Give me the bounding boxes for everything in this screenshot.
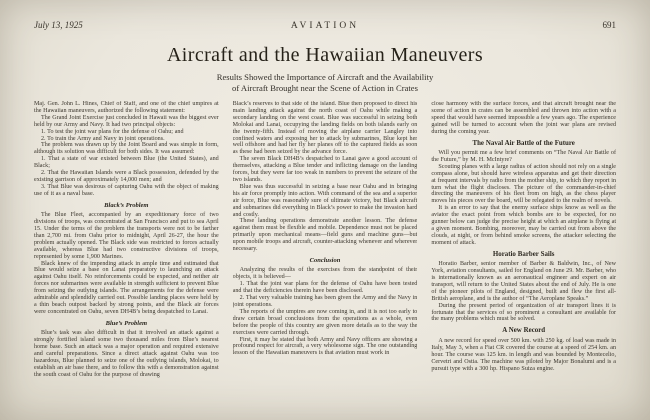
- body-paragraph: 3. That Blue was desirous of capturing Oahu with the object of making use of it as a naval base.: [34, 183, 219, 197]
- text-columns: [34, 101, 616, 411]
- text-column-3: [431, 101, 616, 411]
- body-paragraph: 2. That very valuable training has been given the Army and the Navy in joint operations.: [232, 295, 418, 308]
- body-paragraph: The Grand Joint Exercise just concluded in Hawaii was the biggest ever held by our Army and Navy. It had two principal objects:: [34, 114, 219, 128]
- article-subtitle-line2: of Aircraft Brought near the Scene of Action in Crates: [232, 82, 418, 93]
- body-paragraph: Analyzing the results of the exercises from the standpoint of their objects, it is believed—: [232, 267, 418, 281]
- body-paragraph: 1. That the joint war plans for the defense of Oahu have been tested and that the deficiencies therein have been disclosed.: [232, 281, 418, 295]
- body-paragraph: The Blue Fleet, accompanied by an expeditionary force of two divisions of troops, was concentrated at San Francisco and put to sea April 15. Under the terms of the problem the transports were not to be farther than 2,700 mi. from Oahu prior to midnight, April 26-27, the hour the problem actually opened. The Black side was restricted to forces actually available, whereas Blue had two constructive divisions of troops, represented by some 1,900 Marines.: [34, 212, 219, 260]
- body-paragraph: Maj. Gen. John L. Hines, Chief of Staff, and one of the chief umpires at the Hawaiian maneuvers, authorized the following statement:: [34, 101, 219, 114]
- body-paragraph: Blue’s task was also difficult in that it involved an attack against a strongly fortified island some two thousand miles from Blue’s nearest home base. Such an attack was a major operation and required extensive and careful preparations. Since a direct attack against Oahu was too hazardous, Blue planned to seize one of the outlying islands, Molokai, to establish an air base there, and to follow this with a demonstration against the south coast of Oahu for the purpose of drawing: [34, 330, 219, 378]
- body-paragraph: close harmony with the surface forces, and that aircraft brought near the scene of action in crates can be assembled and thrown into action with a speed that would have seemed impossible a few years ago. The experience gained will be turned to account when the joint war plans are revised during the coming year.: [431, 101, 616, 135]
- body-paragraph: Blue was thus successful in seizing a base near Oahu and in bringing his air force promptly into action. With command of the sea and a superior air force, Blue was reasonably sure of ultimate victory, but Black aircraft and submarines did everything in Black’s power to make the invasion hard and costly.: [232, 183, 418, 218]
- body-paragraph: It is an error to say that the enemy surface ships know as well as the aviator the exact point from which bombs are to be expected, for no gunner below can judge the precise height at which an airplane is flying at a given moment. Bombing, moreover, may be carried out from above the clouds, at night, or from behind smoke screens, the attacker selecting the moment of attack.: [431, 205, 616, 246]
- body-paragraph: 1. To test the joint war plans for the defense of Oahu; and: [41, 128, 184, 135]
- journal-title: AVIATION: [290, 21, 360, 31]
- section-heading: Horatio Barber Sails: [492, 250, 555, 258]
- body-paragraph: The seven Black DH4B’s despatched to Lanai gave a good account of themselves, attacking a Blue tender and inflicting damage on the landing forces, but they were far too weak in numbers to prevent the seizure of the two islands.: [232, 156, 418, 183]
- running-head: [34, 20, 616, 31]
- body-paragraph: The problem was drawn up by the Joint Board and was simple in form, although its solution was difficult for both sides. It was assumed:: [34, 142, 219, 156]
- body-paragraph: First, it may be stated that both Army and Navy officers are showing a profound respect for aircraft, a very wholesome sign. The one outstanding lesson of the Hawaiian maneuvers is that aviation must work in: [232, 336, 418, 357]
- body-paragraph: The reports of the umpires are now coming in, and it is not too early to draw certain broad conclusions from the operations as a whole, even before the people of this country are given more details as to the way the exercises were carried through.: [232, 308, 418, 336]
- body-paragraph: During the present period of organization of air transport lines it is fortunate that the services of so prominent a consultant are available for the many problems which must be solved.: [431, 302, 616, 323]
- body-paragraph: Black’s reserves to that side of the island. Blue then proposed to direct his main landing attack against the north coast of Oahu while making a secondary landing on the west coast. Blue was successful in seizing both Molokai and Lanai, occupying the landing fields on both islands early on the twenty-fifth. Instead of moving the airplane carrier Langley into confined waters and exposing her to attack by submarines, Blue kept her well offshore and had her fly her planes off to the captured fields as soon as these had been seized by the advance force.: [232, 101, 418, 156]
- issue-date: July 13, 1925: [34, 20, 83, 30]
- body-paragraph: 2. To train the Army and Navy in joint operations.: [41, 135, 165, 142]
- text-column-2: [233, 101, 418, 411]
- body-paragraph: Black knew of the impending attack in ample time and estimated that Blue would seize a base on Lanai preparatory to launching an attack against Oahu itself. No reinforcements could be expected, and neither air forces nor submarines were available in strength sufficient to prevent Blue from seizing the outlying islands. The arrangements for the defense were admirable and splendidly carried out. Possible landing places were held by a thin beach outpost backed by strong points, and the Black air forces were concentrated on Oahu, seven DH4B’s being despatched to Lanai.: [34, 260, 219, 315]
- body-paragraph: 1. That a state of war existed between Blue (the United States), and Black;: [34, 156, 219, 170]
- article-title: Aircraft and the Hawaiian Maneuvers: [166, 44, 484, 66]
- page-number: 691: [602, 20, 616, 30]
- article-subtitle-line1: Results Showed the Importance of Aircraft and the Availability: [216, 72, 434, 82]
- section-heading: The Naval Air Battle of the Future: [472, 139, 575, 147]
- body-paragraph: A new record for speed over 500 km. with 250 kg. of load was made in Italy, May 3, when a Fiat CR covered the course at a speed of 254 km. an hour. The course was 125 km. in length and was bounded by Montecelio, Cervetri and Ostia. The machine was piloted by Major Bonalumi and is a pursuit type with a 300 hp. Hispano Suiza engine.: [431, 337, 616, 372]
- section-heading: A New Record: [502, 327, 546, 335]
- section-heading: Blue’s Problem: [105, 319, 148, 327]
- text-column-1: [34, 101, 219, 411]
- section-heading: Black’s Problem: [104, 201, 149, 209]
- section-heading: Conclusion: [309, 256, 341, 264]
- body-paragraph: These landing operations demonstrate another lesson. The defense against them must be flexible and mobile. Dependence must not be placed primarily upon mechanical means—field guns and machine guns—but upon mobile troops and aircraft, counter-attacking whenever and wherever necessary.: [232, 218, 418, 253]
- body-paragraph: Horatio Barber, senior member of Barber & Baldwin, Inc., of New York, aviation consultants, sailed for England on June 29. Mr. Barber, who is internationally known as an aeronautical engineer and expert on air transport, will return to the United States about the end of July. He is one of the pioneer pilots of England, designed, built and flew the first all-British aeroplane, and is the author of “The Aeroplane Speaks.”: [431, 261, 616, 302]
- body-paragraph: 2. That the Hawaiian Islands were a Black possession, defended by the existing garrison of approximately 14,000 men; and: [34, 170, 219, 183]
- article-subtitle: [34, 72, 616, 93]
- body-paragraph: Will you permit me a few brief comments on “The Naval Air Battle of the Future,” by M. H. McIntyre?: [431, 150, 616, 163]
- body-paragraph: Scouting planes with a large radius of action should not rely on a single compass alone, but should have wireless apparatus and get their direction at frequent intervals by radio from the mother ship, to which they report in turn what the flight discloses. The picture of the commander-in-chief directing the maneuvers of his fleet from on high, as the chess player moves his pieces over the board, will be relegated to the realm of novels.: [431, 163, 616, 205]
